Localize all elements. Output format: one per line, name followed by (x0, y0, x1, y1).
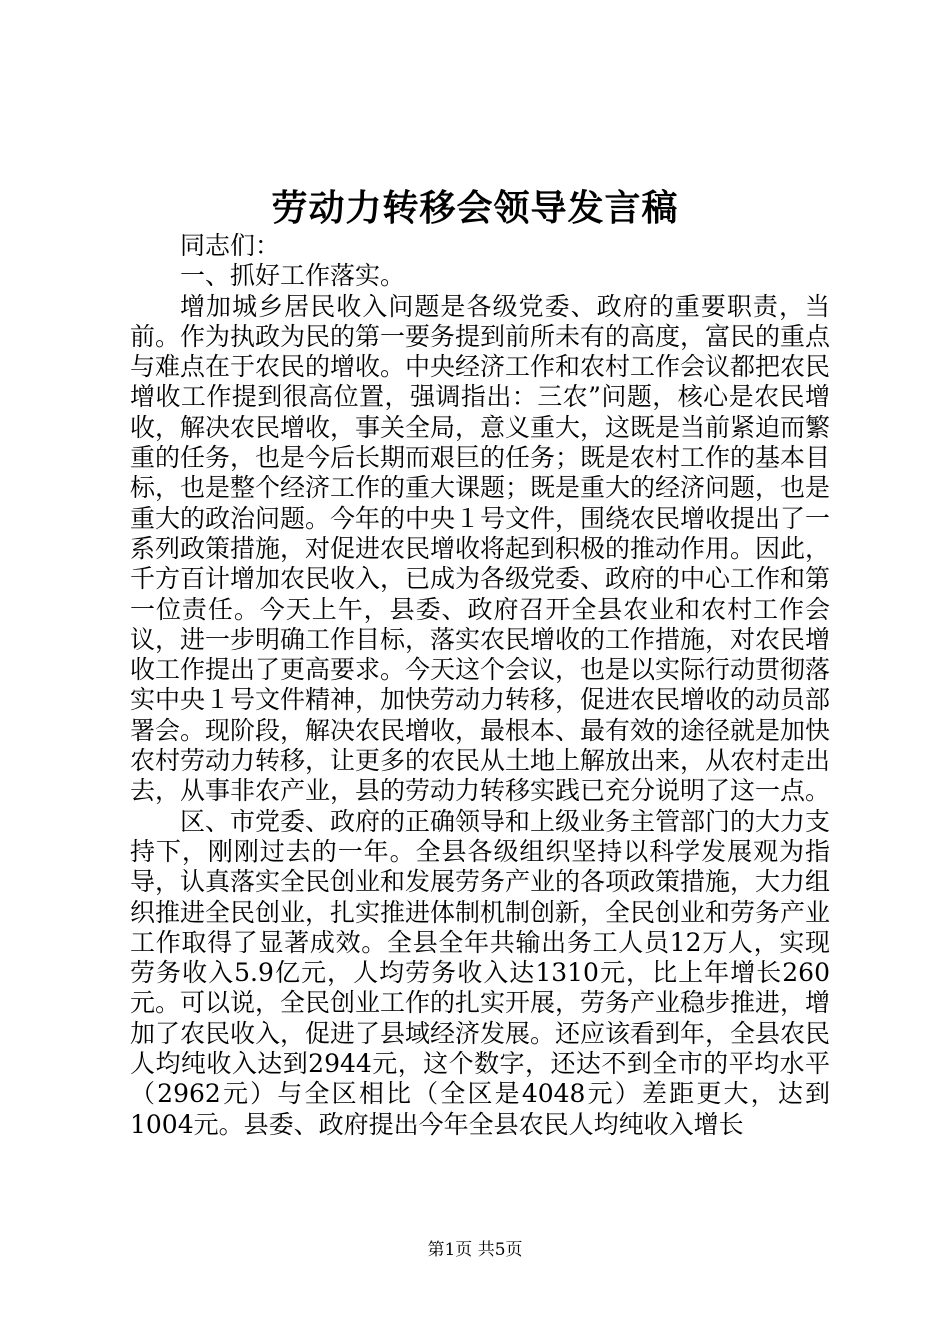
salutation: 同志们： (180, 231, 281, 260)
document-title: 劳动力转移会领导发言稿 (271, 187, 679, 229)
document-body (130, 231, 830, 1140)
page-number-footer: 第1页 共5页 (427, 1240, 523, 1260)
body-paragraph-1: 增加城乡居民收入问题是各级党委、政府的重要职责，当前。作为执政为民的第一要务提到前所未有的高度，富民的重点与难点在于农民的增收。中央经济工作和农村工作会议都把农民增收工作提到很高位置，强调指出：三农”问题，核心是农民增收，解决农民增收，事关全局，意义重大，这既是当前紧迫而繁重的任务，也是今后长期而艰巨的任务；既是农村工作的基本目标，也是整个经济工作的重大课题；既是重大的经济问题，也是重大的政治问题。今年的中央１号文件，围绕农民增收提出了一系列政策措施，对促进农民增收将起到积极的推动作用。因此，千方百计增加农民收入，已成为各级党委、政府的中心工作和第一位责任。今天上午，县委、政府召开全县农业和农村工作会议，进一步明确工作目标，落实农民增收的工作措施，对农民增收工作提出了更高要求。今天这个会议，也是以实际行动贯彻落实中央１号文件精神，加快劳动力转移，促进农民增收的动员部署会。现阶段，解决农民增收，最根本、最有效的途径就是加快农村劳动力转移，让更多的农民从土地上解放出来，从农村走出去，从事非农产业，县的劳动力转移实践已充分说明了这一点。 (130, 291, 831, 806)
body-paragraph-2: 区、市党委、政府的正确领导和上级业务主管部门的大力支持下，刚刚过去的一年。全县各级组织坚持以科学发展观为指导，认真落实全民创业和发展劳务产业的各项政策措施，大力组织推进全民创业，扎实推进体制机制创新，全民创业和劳务产业工作取得了显著成效。全县全年共输出务工人员12万人，实现劳务收入5.9亿元，人均劳务收入达1310元，比上年增长260元。可以说，全民创业工作的扎实开展，劳务产业稳步推进，增加了农民收入，促进了县域经济发展。还应该看到年，全县农民人均纯收入达到2944元，这个数字，还达不到全市的平均水平（2962元）与全区相比（全区是4048元）差距更大，达到1004元。县委、政府提出今年全县农民人均纯收入增长 (130, 806, 831, 1139)
section-heading: 一、抓好工作落实。 (180, 261, 406, 291)
